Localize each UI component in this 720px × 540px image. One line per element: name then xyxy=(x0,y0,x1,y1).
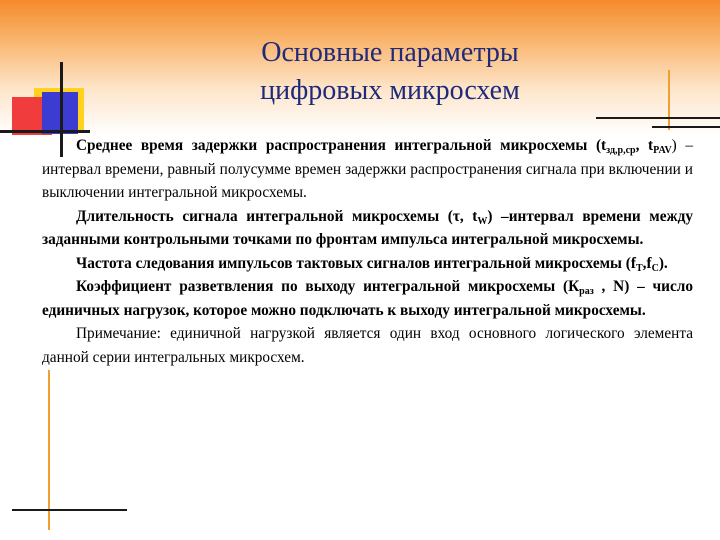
p3-text-b: ,f xyxy=(642,254,652,272)
paragraph-delay xyxy=(42,134,693,205)
title-line-1: Основные параметры xyxy=(261,37,519,68)
paragraph-fanout xyxy=(42,275,693,322)
body-text xyxy=(42,134,693,369)
decor-line-vertical-orange-left xyxy=(48,370,50,530)
p2-text-a: Длительность сигнала интегральной микросхемы (τ, t xyxy=(76,207,478,225)
decor-line-horizontal-right-2 xyxy=(652,126,720,128)
p1-subscript-2: PAV xyxy=(653,145,672,156)
p1-text-c: ) – интервал времени, равный полусумме времен задержки распространения сигнала при включении и выключении интегральной микросхемы. xyxy=(42,137,693,201)
decor-line-vertical-right-1 xyxy=(668,70,670,130)
p1-text-a: Среднее время задержки распространения интегральной микросхемы (t xyxy=(76,137,607,154)
decor-line-horizontal-bottom xyxy=(12,509,127,511)
paragraph-frequency xyxy=(42,252,693,276)
p4-text-b: , N) – число единичных нагрузок, которое можно подключать к выходу интегральной микросхемы. xyxy=(42,278,693,319)
p2-text-b: ) –интервал времени между заданными контрольными точками по фронтам импульса интегральной микросхемы. xyxy=(42,207,693,248)
p4-text-a: Коэффициент разветвления по выходу интегральной микросхемы (К xyxy=(76,278,580,295)
paragraph-note xyxy=(42,322,693,369)
slide-title xyxy=(180,34,600,110)
p3-text-c: ). xyxy=(658,254,668,272)
p1-text-b: , t xyxy=(635,137,654,154)
p3-subscript-1: T xyxy=(636,262,643,274)
p2-subscript-1: W xyxy=(477,215,488,227)
title-line-2: цифровых микросхем xyxy=(260,75,520,106)
paragraph-duration xyxy=(42,205,693,252)
decor-line-horizontal-dark xyxy=(0,130,90,133)
p4-subscript-1: раз xyxy=(579,286,594,297)
p5-text-a: Примечание: единичной нагрузкой является один вход основного логического элемента данной серии интегральных микросхем. xyxy=(42,325,693,366)
p1-subscript-1: зд,р,ср xyxy=(606,145,636,156)
p3-text-a: Частота следования импульсов тактовых сигналов интегральной микросхемы (f xyxy=(76,254,636,272)
p3-subscript-2: C xyxy=(651,262,659,274)
decor-line-horizontal-right-1 xyxy=(596,117,720,119)
